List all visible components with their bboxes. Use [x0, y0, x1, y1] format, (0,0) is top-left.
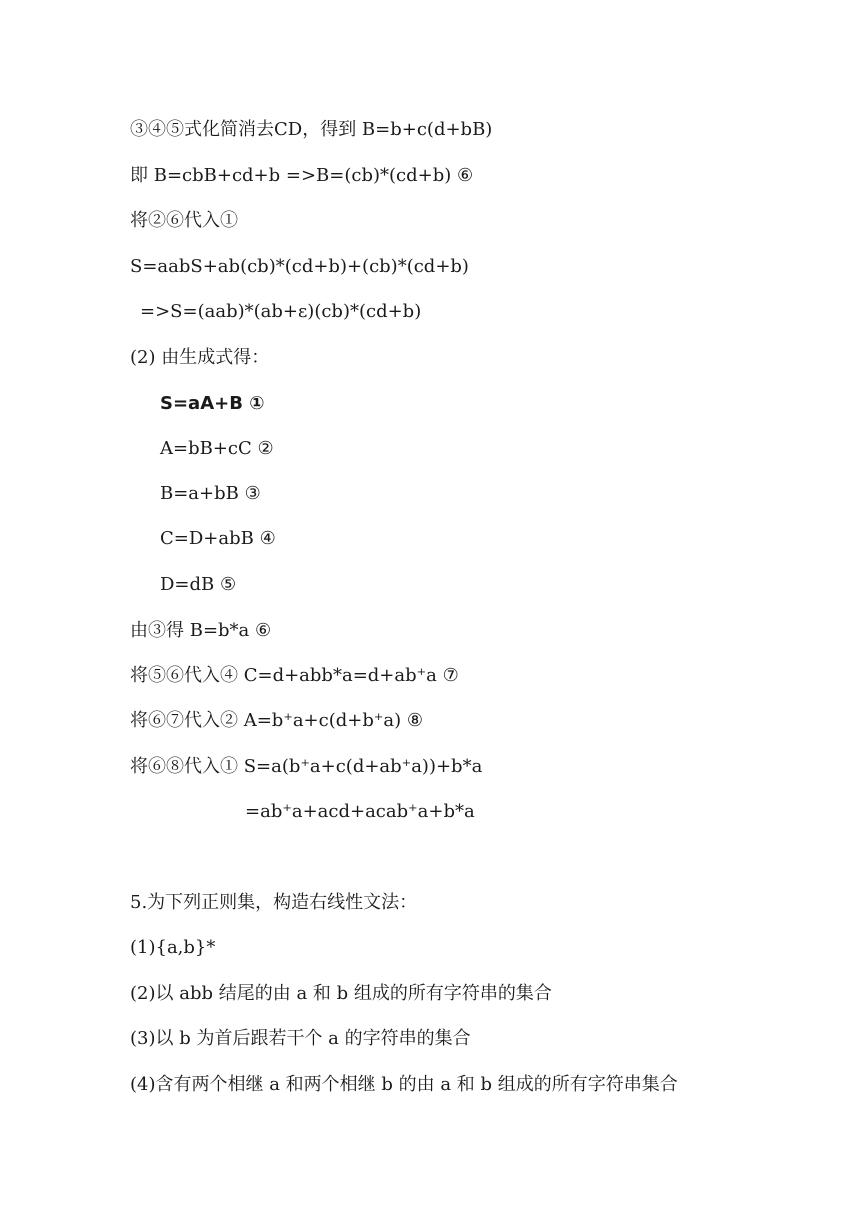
text-line: 将⑥⑧代入① S=a(b⁺a+c(d+ab⁺a))+b*a [130, 756, 483, 777]
text-line: S=aabS+ab(cb)*(cd+b)+(cb)*(cd+b) [130, 256, 469, 277]
text-line: D=dB ⑤ [160, 574, 237, 595]
list-item: (1){a,b}* [130, 937, 216, 958]
list-item: (4)含有两个相继 a 和两个相继 b 的由 a 和 b 组成的所有字符串集合 [130, 1074, 678, 1095]
text-line: 将②⑥代入① [130, 210, 238, 231]
text-line: 由③得 B=b*a ⑥ [130, 620, 272, 641]
text-line: ③④⑤式化简消去CD，得到 B=b+c(d+bB) [130, 119, 493, 140]
text-line: 将⑥⑦代入② A=b⁺a+c(d+b⁺a) ⑧ [130, 710, 423, 731]
text-line: C=D+abB ④ [160, 528, 276, 549]
text-line: A=bB+cC ② [160, 438, 274, 459]
text-line: B=a+bB ③ [160, 483, 261, 504]
text-line: 将⑤⑥代入④ C=d+abb*a=d+ab⁺a ⑦ [130, 665, 459, 686]
text-line: (2) 由生成式得： [130, 347, 270, 368]
text-line: =ab⁺a+acd+acab⁺a+b*a [245, 801, 475, 822]
list-item: (3)以 b 为首后跟若干个 a 的字符串的集合 [130, 1028, 471, 1049]
text-line: =>S=(aab)*(ab+ε)(cb)*(cd+b) [140, 301, 422, 322]
text-line: 即 B=cbB+cd+b =>B=(cb)*(cd+b) ⑥ [130, 165, 474, 186]
section-heading: 5.为下列正则集，构造右线性文法： [130, 892, 418, 913]
text-line: S=aA+B ① [160, 393, 265, 414]
list-item: (2)以 abb 结尾的由 a 和 b 组成的所有字符串的集合 [130, 983, 552, 1004]
